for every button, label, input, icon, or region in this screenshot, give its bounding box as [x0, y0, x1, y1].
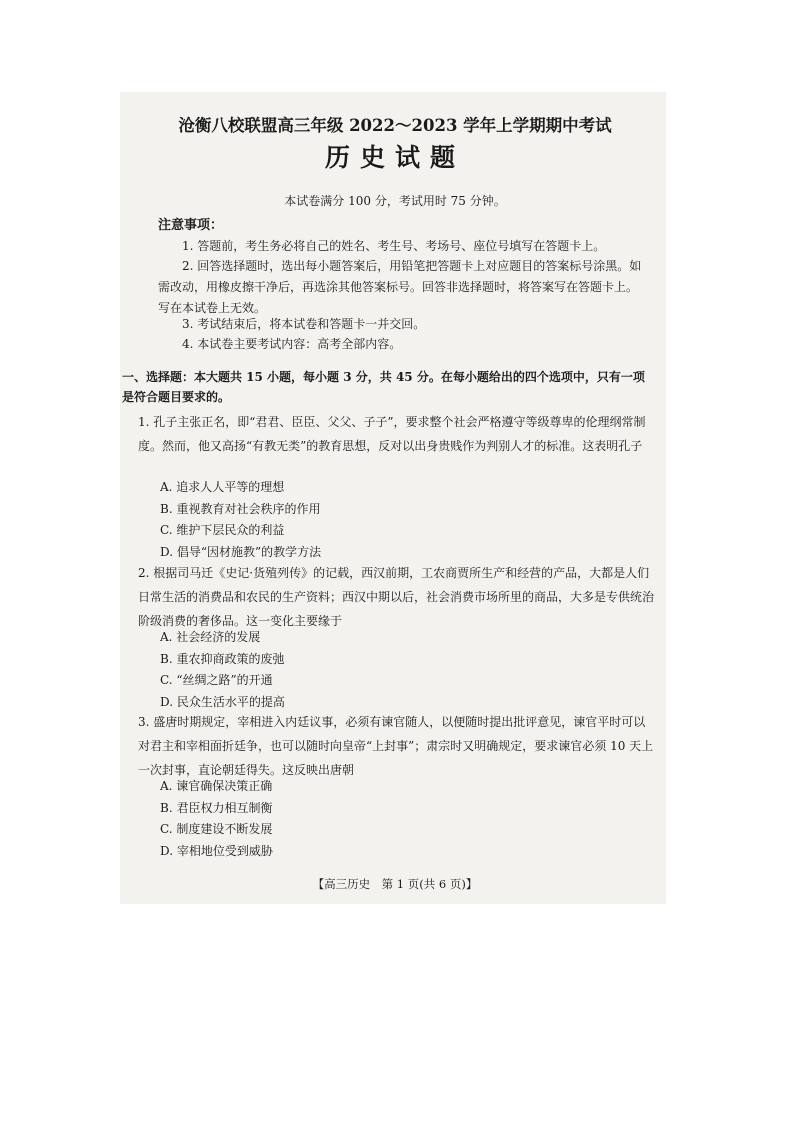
note-item: [158, 334, 648, 354]
option-d: D. 宰相地位受到威胁: [160, 844, 273, 859]
page-footer: 【高三历史 第 1 页(共 6 页)】: [312, 877, 478, 891]
exam-meta: 本试卷满分 100 分，考试用时 75 分钟。: [284, 194, 506, 208]
section-heading: 一、选择题：本大题共 15 小题，每小题 3 分，共 45 分。在每小题给出的四个选项中，只有一项是符合题目要求的。: [122, 370, 645, 404]
note-text: 1. 答题前，考生务必将自己的姓名、考生号、考场号、座位号填写在答题卡上。: [182, 239, 606, 253]
option-b: B. 君臣权力相互制衡: [160, 800, 273, 815]
option-c: C. “丝绸之路”的开通: [160, 673, 273, 688]
option-c: C. 制度建设不断发展: [160, 822, 273, 837]
option-d: D. 民众生活水平的提高: [160, 695, 285, 710]
option-a: A. 追求人人平等的理想: [160, 480, 285, 494]
note-text: 3. 考试结束后，将本试卷和答题卡一并交回。: [182, 317, 426, 331]
option-b: B. 重农抑商政策的废弛: [160, 651, 285, 666]
subject-title: 历史试题: [324, 143, 465, 172]
notes-heading: 注意事项：: [158, 218, 224, 233]
question-stem: 1. 孔子主张正名，即“君君、臣臣、父父、子子”，要求整个社会严格遵守等级尊卑的伦理纲常制度。然而，他又高扬“有教无类”的教育思想，反对以出身贵贱作为判别人才的标准。这表明孔子: [138, 415, 646, 453]
option-list: [160, 776, 273, 863]
note-item: [158, 314, 648, 334]
note-item: [158, 236, 648, 256]
option-list: [160, 627, 285, 714]
exam-title: 沧衡八校联盟高三年级 2022～2023 学年上学期期中考试: [178, 116, 612, 135]
option-a: A. 社会经济的发展: [160, 630, 261, 644]
option-d: D. 倡导“因材施教”的教学方法: [160, 545, 322, 560]
note-text: 4. 本试卷主要考试内容：高考全部内容。: [182, 337, 402, 351]
note-text: 2. 回答选择题时，选出每小题答案后，用铅笔把答题卡上对应题目的答案标号涂黑。如需改动，用橡皮擦干净后，再选涂其他答案标号。回答非选择题时，将答案写在答题卡上。写在本试卷上无效。: [158, 259, 642, 315]
option-a: A. 谏官确保决策正确: [160, 779, 273, 793]
note-item: [158, 256, 648, 319]
question-stem: 3. 盛唐时期规定，宰相进入内廷议事，必须有谏官随人，以便随时提出批评意见，谏官平时可以对君主和宰相面折廷争，也可以随时向皇帝“上封事”；肃宗时又明确规定，要求谏官必须 10 天上一次封事，直论朝廷得失。这反映出唐朝: [138, 715, 654, 777]
option-b: B. 重视教育对社会秩序的作用: [160, 501, 321, 516]
question-stem: 2. 根据司马迁《史记·货殖列传》的记载，西汉前期，工农商贾所生产和经营的产品，大都是人们日常生活的消费品和农民的生产资料；西汉中期以后，社会消费市场所里的商品，大多是专供统治阶级消费的奢侈品。这一变化主要缘于: [138, 566, 655, 628]
option-c: C. 维护下层民众的利益: [160, 523, 285, 538]
option-list: [160, 477, 321, 564]
